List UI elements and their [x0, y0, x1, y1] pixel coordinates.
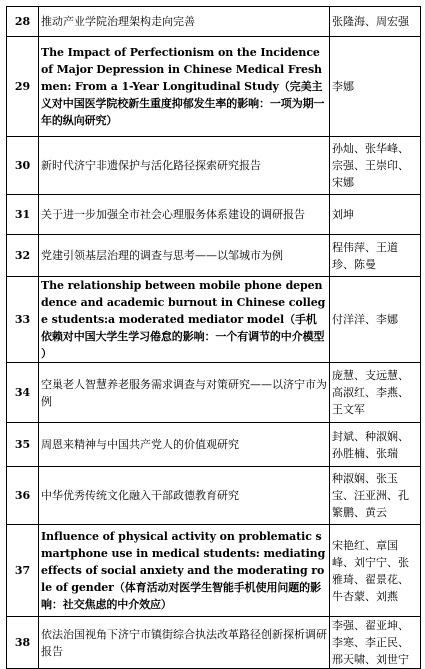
table-row: [7, 467, 421, 525]
table-row: [7, 37, 421, 137]
project-title: The relationship between mobile phone dependence and academic burnout in Chinese college students:a moderated mediator model（手机依赖对中国大学生学习倦怠的影响：一个有调节的中介模型 ）: [39, 277, 330, 363]
project-authors: 种淑娴、张玉宝、汪亚洲、孔繁鹏、黄云: [330, 467, 421, 525]
table-row: [7, 525, 421, 617]
project-authors: 宋艳红、章国峰、刘宁宁、张雅琦、翟景花、牛杏蒙、刘燕: [330, 525, 421, 617]
projects-table: [6, 6, 421, 669]
project-title: 中华优秀传统文化融入干部政德教育研究: [39, 467, 330, 525]
project-authors: 孙灿、张华峰、宗强、王崇印、宋娜: [330, 137, 421, 195]
row-number: 34: [7, 363, 39, 423]
table-row: [7, 363, 421, 423]
project-authors: 张隆海、周宏强: [330, 7, 421, 37]
table-row: [7, 195, 421, 235]
table-row: [7, 277, 421, 363]
row-number: 33: [7, 277, 39, 363]
row-number: 30: [7, 137, 39, 195]
table-row: [7, 235, 421, 277]
project-title: 新时代济宁非遗保护与活化路径探索研究报告: [39, 137, 330, 195]
table-row: [7, 137, 421, 195]
project-title: 空巢老人智慧养老服务需求调查与对策研究——以济宁市为例: [39, 363, 330, 423]
project-title: The Impact of Perfectionism on the Incidence of Major Depression in Chinese Medical Freshmen: From a 1-Year Longitudinal Study（完美主义对中国医学院校新生重度抑郁发生率的影响：一项为期一年的纵向研究）: [39, 37, 330, 137]
row-number: 36: [7, 467, 39, 525]
project-authors: 封斌、种淑娴、孙胜楠、张瑞: [330, 423, 421, 467]
project-authors: 李强、翟亚坤、李寒、李正民、邢天啸、刘世宁: [330, 617, 421, 669]
project-title: 依法治国视角下济宁市镇街综合执法改革路径创新探析调研报告: [39, 617, 330, 669]
project-title: 关于进一步加强全市社会心理服务体系建设的调研报告: [39, 195, 330, 235]
project-authors: 李娜: [330, 37, 421, 137]
project-title: Influence of physical activity on problematic smartphone use in medical students: mediating effects of social anxiety and the moderating role of gender（体育活动对医学生智能手机使用问题的影响：社交焦虑的中介效应）: [39, 525, 330, 617]
project-title: 周恩来精神与中国共产党人的价值观研究: [39, 423, 330, 467]
project-title: 党建引领基层治理的调查与思考——以邹城市为例: [39, 235, 330, 277]
table-row: [7, 423, 421, 467]
table-row: [7, 7, 421, 37]
project-authors: 付洋洋、李娜: [330, 277, 421, 363]
row-number: 29: [7, 37, 39, 137]
table-row: [7, 617, 421, 669]
row-number: 35: [7, 423, 39, 467]
row-number: 28: [7, 7, 39, 37]
row-number: 37: [7, 525, 39, 617]
row-number: 31: [7, 195, 39, 235]
project-authors: 刘坤: [330, 195, 421, 235]
project-title: 推动产业学院治理架构走向完善: [39, 7, 330, 37]
row-number: 38: [7, 617, 39, 669]
row-number: 32: [7, 235, 39, 277]
project-authors: 程伟萍、王道珍、陈曼: [330, 235, 421, 277]
project-authors: 庞慧、支远慧、高淑红、李燕、王文军: [330, 363, 421, 423]
